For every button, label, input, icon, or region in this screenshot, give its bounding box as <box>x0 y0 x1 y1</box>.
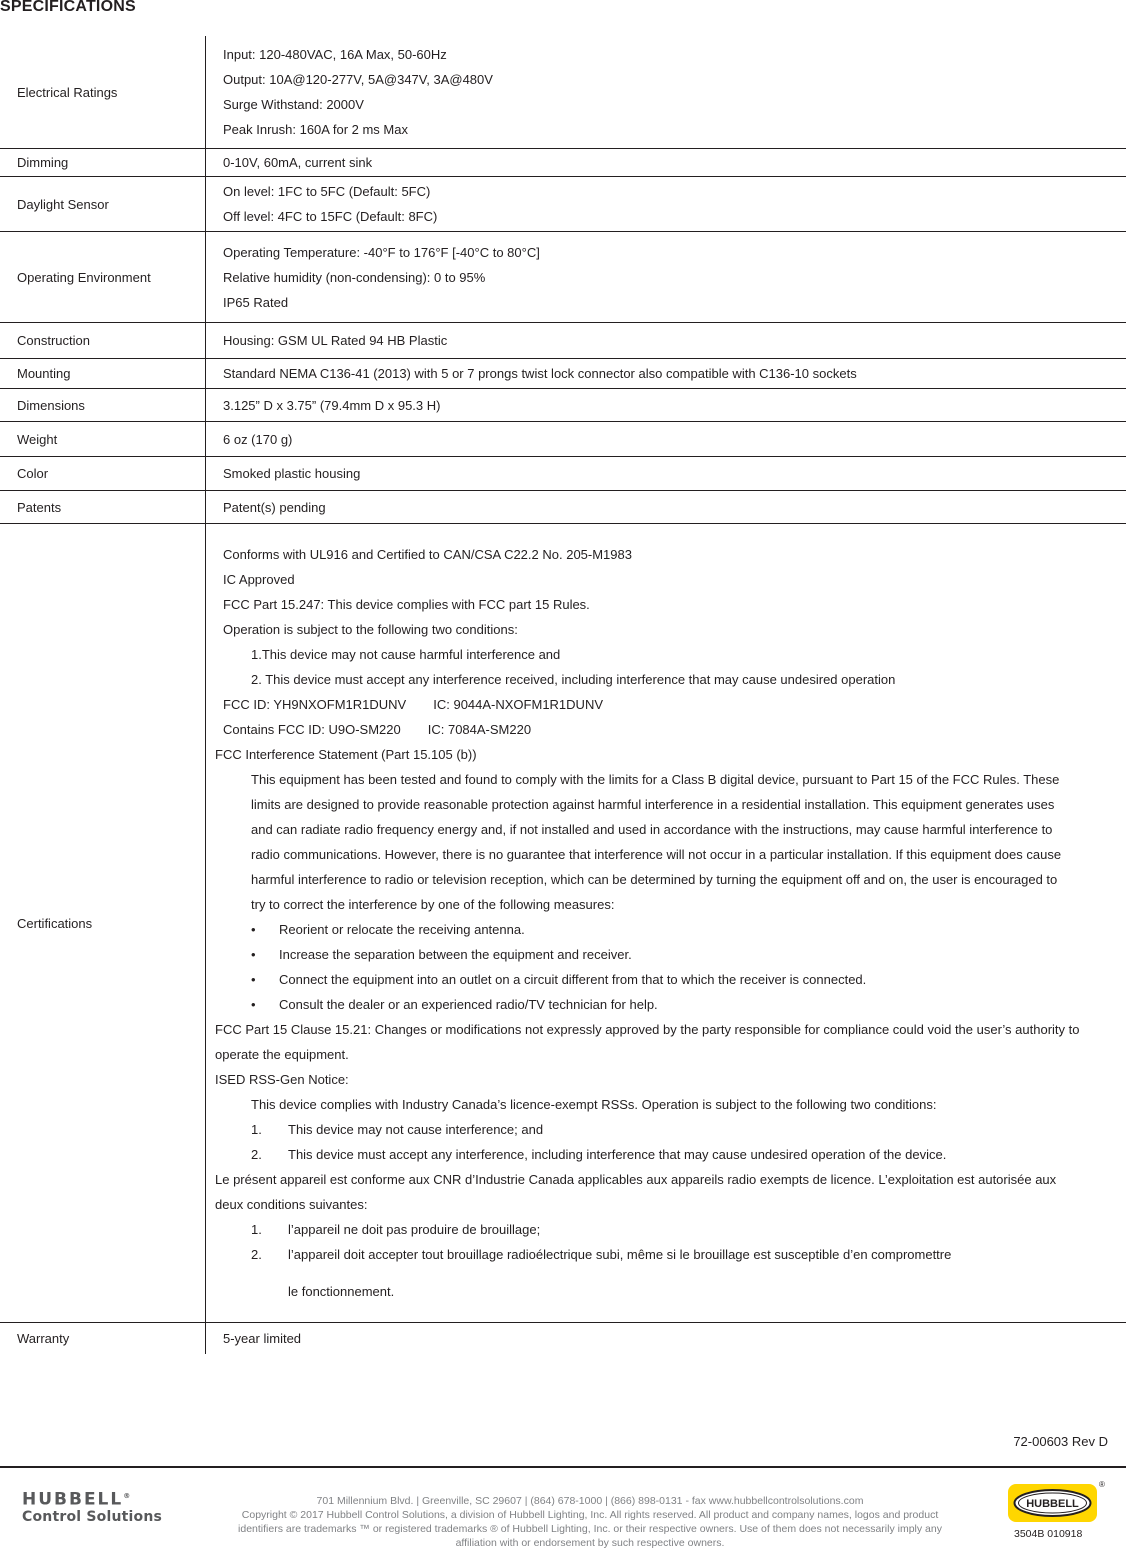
row-value <box>206 177 1126 231</box>
value-line: 1.This device may not cause harmful interference and <box>251 647 561 662</box>
row-label: Dimensions <box>0 389 206 421</box>
spec-table <box>0 36 1126 1354</box>
footer-copyright-line: Copyright © 2017 Hubbell Control Solutions, a division of Hubbell Lighting, Inc. All rights reserved. All product and company names, logos and product <box>241 1509 939 1521</box>
row-value <box>206 524 1126 1322</box>
row-label: Color <box>0 457 206 490</box>
list-item: • Connect the equipment into an outlet on a circuit different from that to which the receiver is connected. <box>206 967 1126 992</box>
row-label: Weight <box>0 422 206 456</box>
row-color <box>0 457 1126 491</box>
statement-line: limits are designed to provide reasonable protection against harmful interference in a residential installation. This equipment generates uses <box>251 797 1055 812</box>
row-label: Dimming <box>0 149 206 176</box>
footer-text <box>190 1494 990 1550</box>
value-line: Off level: 4FC to 15FC (Default: 8FC) <box>223 209 438 224</box>
value-line: Patent(s) pending <box>223 499 326 515</box>
row-mounting <box>0 359 1126 389</box>
row-warranty <box>0 1323 1126 1354</box>
statement-line: try to correct the interference by one of the following measures: <box>251 897 615 912</box>
badge-text: HUBBELL <box>1026 1498 1079 1510</box>
value-line: Peak Inrush: 160A for 2 ms Max <box>223 122 408 137</box>
list-item: • Consult the dealer or an experienced radio/TV technician for help. <box>206 992 1126 1017</box>
row-operating-environment <box>0 232 1126 323</box>
statement-title: FCC Interference Statement (Part 15.105 (b)) <box>215 747 477 762</box>
value-line: 5-year limited <box>223 1331 302 1346</box>
footer-divider <box>0 1466 1126 1468</box>
value-line: Smoked plastic housing <box>223 466 361 481</box>
value-line: Conforms with UL916 and Certified to CAN/CSA C22.2 No. 205-M1983 <box>223 547 632 562</box>
page-title: SPECIFICATIONS <box>0 0 136 15</box>
row-value <box>206 232 1126 322</box>
logo-wordmark: HUBBELL <box>22 1489 124 1510</box>
row-dimming <box>0 149 1126 177</box>
hubbell-badge-icon <box>1008 1484 1097 1522</box>
row-value <box>206 323 1126 358</box>
ised-text: This device complies with Industry Canada’s licence-exempt RSSs. Operation is subject to the following two conditions: <box>251 1097 937 1112</box>
row-value <box>206 422 1126 456</box>
french-line: Le présent appareil est conforme aux CNR d’Industrie Canada applicables aux appareils radio exempts de licence. L’exploitation est autorisée aux <box>215 1172 1057 1187</box>
value-line: FCC Part 15.247: This device complies with FCC part 15 Rules. <box>223 597 590 612</box>
row-label: Warranty <box>0 1323 206 1354</box>
row-value <box>206 359 1126 388</box>
contains-fcc-id: Contains FCC ID: U9O-SM220 <box>223 722 401 737</box>
list-item: 1. This device may not cause interference; and <box>251 1122 544 1137</box>
row-value <box>206 36 1126 148</box>
list-item: 2. l’appareil doit accepter tout brouillage radioélectrique subi, même si le brouillage est susceptible d’en compromettre <box>251 1247 952 1262</box>
value-line: 3.125” D x 3.75” (79.4mm D x 95.3 H) <box>223 397 441 413</box>
row-value <box>206 1323 1126 1354</box>
french-line: deux conditions suivantes: <box>215 1197 368 1212</box>
bullet-icon: • <box>251 947 256 962</box>
row-label: Construction <box>0 323 206 358</box>
footer-copyright-line: identifiers are trademarks ™ or registered trademarks ® of Hubbell Lighting, Inc. or their respective owners. Use of them does not necessarily imply any <box>238 1523 942 1535</box>
list-item: 2. This device must accept any interference, including interference that may cause undesired operation of the device. <box>251 1147 947 1162</box>
logo-registered-mark: ® <box>123 1492 133 1500</box>
row-label: Operating Environment <box>0 232 206 322</box>
statement-line: and can radiate radio frequency energy and, if not installed and used in accordance with the instructions, may cause harmful interference to <box>251 822 1053 837</box>
row-electrical-ratings <box>0 36 1126 149</box>
footer-address: 701 Millennium Blvd. | Greenville, SC 29607 | (864) 678-1000 | (866) 898-0131 - fax www.hubbellcontrolsolutions.com <box>316 1495 864 1507</box>
statement-line: harmful interference to radio or television reception, which can be determined by turning the equipment off and on, the user is encouraged to <box>251 872 1058 887</box>
footer-copyright-line: affiliation with or endorsement by such respective owners. <box>455 1537 725 1549</box>
row-label: Electrical Ratings <box>0 36 206 148</box>
bullet-icon: • <box>251 972 256 987</box>
value-line: Operating Temperature: -40°F to 176°F [-40°C to 80°C] <box>223 244 540 260</box>
revision-label: 72-00603 Rev D <box>1013 1434 1108 1449</box>
french-continuation: le fonctionnement. <box>288 1284 395 1299</box>
badge-registered-mark: ® <box>1099 1480 1105 1489</box>
value-line: Input: 120-480VAC, 16A Max, 50-60Hz <box>223 47 447 62</box>
value-line: IP65 Rated <box>223 294 289 310</box>
bullet-icon: • <box>251 997 256 1012</box>
row-value <box>206 457 1126 490</box>
row-label: Patents <box>0 491 206 523</box>
badge-code: 3504B 010918 <box>1014 1528 1083 1540</box>
row-dimensions <box>0 389 1126 422</box>
value-line: IC Approved <box>223 572 295 587</box>
value-line: Output: 10A@120-277V, 5A@347V, 3A@480V <box>223 72 493 87</box>
clause-line: operate the equipment. <box>215 1047 349 1062</box>
fcc-id: FCC ID: YH9NXOFM1R1DUNV <box>223 697 407 712</box>
list-item: • Increase the separation between the equipment and receiver. <box>206 942 1126 967</box>
row-patents <box>0 491 1126 524</box>
row-label: Daylight Sensor <box>0 177 206 231</box>
value-line: Operation is subject to the following two conditions: <box>223 622 518 637</box>
value-line: 2. This device must accept any interference received, including interference that may cause undesired operation <box>251 672 896 687</box>
list-item: • Reorient or relocate the receiving antenna. <box>206 917 1126 942</box>
contains-fcc-line <box>206 717 1126 742</box>
list-item: 1. l’appareil ne doit pas produire de brouillage; <box>251 1222 541 1237</box>
value-line: On level: 1FC to 5FC (Default: 5FC) <box>223 184 431 199</box>
ised-title: ISED RSS-Gen Notice: <box>215 1072 349 1087</box>
row-value <box>206 389 1126 421</box>
row-certifications <box>0 524 1126 1323</box>
ic-id: IC: 9044A-NXOFM1R1DUNV <box>433 697 604 712</box>
value-line: 0-10V, 60mA, current sink <box>223 155 373 170</box>
statement-line: This equipment has been tested and found to comply with the limits for a Class B digital device, pursuant to Part 15 of the FCC Rules. These <box>251 772 1060 787</box>
value-line: 6 oz (170 g) <box>223 431 293 447</box>
bullet-icon: • <box>251 922 256 937</box>
contains-ic-id: IC: 7084A-SM220 <box>427 722 532 737</box>
row-label: Mounting <box>0 359 206 388</box>
hubbell-badge <box>1008 1484 1097 1522</box>
value-line: Housing: GSM UL Rated 94 HB Plastic <box>223 333 448 348</box>
row-construction <box>0 323 1126 359</box>
clause-line: FCC Part 15 Clause 15.21: Changes or modifications not expressly approved by the party responsible for compliance could void the user’s authority to <box>215 1022 1080 1037</box>
value-line: Standard NEMA C136-41 (2013) with 5 or 7 prongs twist lock connector also compatible with C136-10 sockets <box>223 366 857 381</box>
row-weight <box>0 422 1126 457</box>
value-line: Relative humidity (non-condensing): 0 to 95% <box>223 269 486 285</box>
logo-subtitle: Control Solutions <box>22 1508 163 1525</box>
row-value <box>206 149 1126 176</box>
value-line: Surge Withstand: 2000V <box>223 97 364 112</box>
hubbell-logo <box>22 1488 162 1525</box>
row-label: Certifications <box>0 524 206 1322</box>
statement-line: radio communications. However, there is no guarantee that interference will not occur in a particular installation. If this equipment does cause <box>251 847 1062 862</box>
fcc-id-line <box>206 692 1126 717</box>
row-daylight-sensor <box>0 177 1126 232</box>
row-value <box>206 491 1126 523</box>
